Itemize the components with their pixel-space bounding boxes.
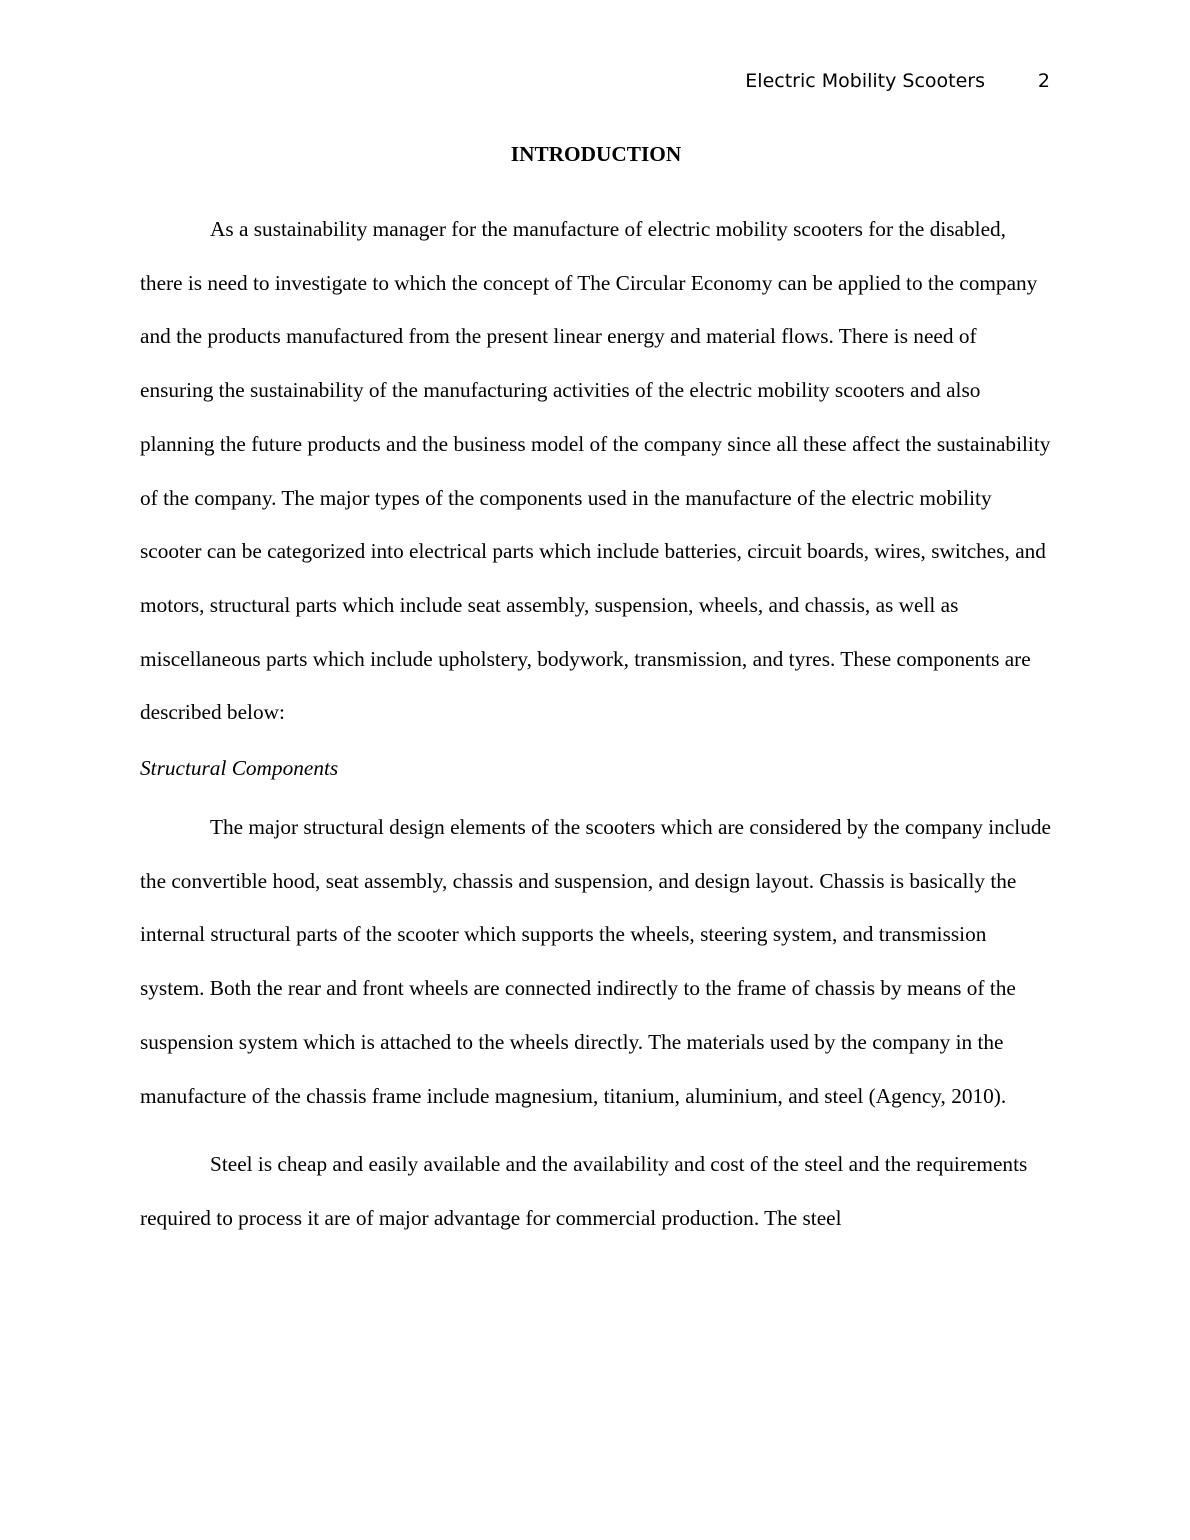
structural-paragraph: The major structural design elements of the scooters which are considered by the company include the convertible hood, seat assembly, chassis and suspension, and design layout. Chassis is basically the internal structural parts of the scooter which supports the wheels, steering system, and transmission system. Both the rear and front wheels are connected indirectly to the frame of chassis by means of the suspension system which is attached to the wheels directly. The materials used by the company in the manufacture of the chassis frame include magnesium, titanium, aluminium, and steel (Agency, 2010). (140, 815, 1051, 1108)
page-header (0, 70, 1190, 98)
page-number: 2 (1037, 70, 1050, 92)
intro-paragraph: As a sustainability manager for the manufacture of electric mobility scooters for the disabled, there is need to investigate to which the concept of The Circular Economy can be applied to the company and the products manufactured from the present linear energy and material flows. There is need of ensuring the sustainability of the manufacturing activities of the electric mobility scooters and also planning the future products and the business model of the company since all these affect the sustainability of the company. The major types of the components used in the manufacture of the electric mobility scooter can be categorized into electrical parts which include batteries, circuit boards, wires, switches, and motors, structural parts which include seat assembly, suspension, wheels, and chassis, as well as miscellaneous parts which include upholstery, bodywork, transmission, and tyres. These components are described below: (140, 217, 1051, 725)
subheading-structural-components: Structural Components (140, 756, 339, 781)
running-head: Electric Mobility Scooters (745, 70, 985, 92)
section-title: INTRODUCTION (510, 142, 682, 166)
document-body (140, 138, 1052, 1246)
steel-paragraph: Steel is cheap and easily available and the availability and cost of the steel and the requirements required to process it are of major advantage for commercial production. The steel (140, 1152, 1028, 1230)
